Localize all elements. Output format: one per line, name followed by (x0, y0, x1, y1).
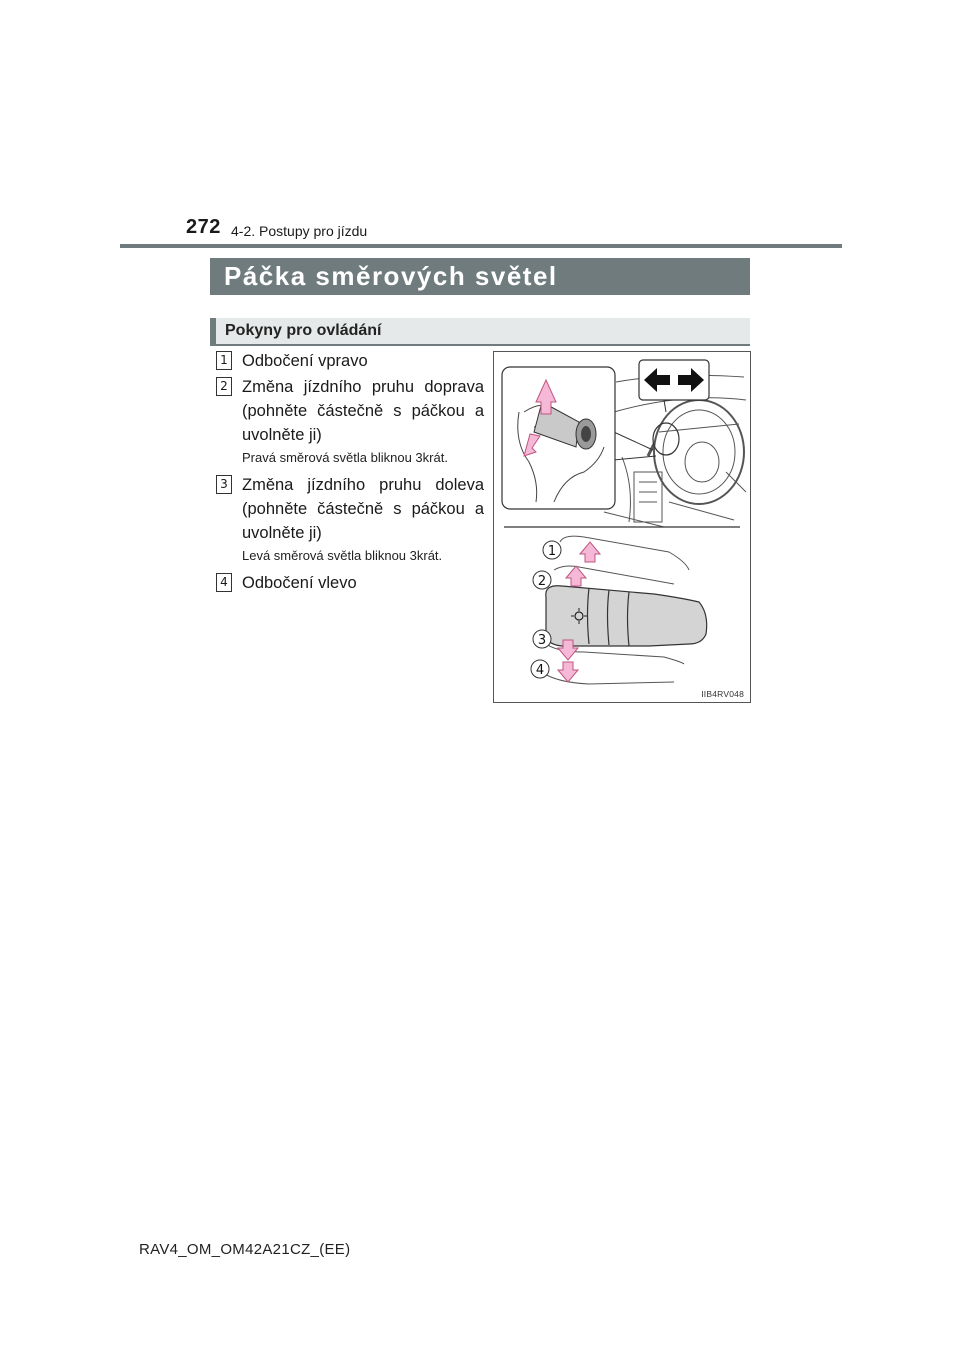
callout-4: 4 (535, 663, 545, 678)
item-number: 4 (216, 573, 232, 592)
arrow-2-icon (566, 566, 586, 586)
item-text: Odbočení vlevo (242, 574, 357, 592)
arrow-4-icon (558, 662, 578, 682)
section-title: Páčka směrových světel (224, 261, 558, 291)
subheading-stripe (210, 318, 216, 346)
turn-signal-illustration (493, 351, 751, 703)
item-text: Odbočení vpravo (242, 352, 368, 370)
combination-switch (546, 586, 707, 646)
footer-code: RAV4_OM_OM42A21CZ_(EE) (139, 1241, 351, 1258)
figure-code: IIB4RV048 (701, 689, 744, 699)
page-number: 272 (186, 216, 221, 238)
item-note: Pravá směrová světla bliknou 3krát. (242, 450, 448, 465)
item-text: Změna jízdního pruhu doprava (pohněte částečně s páčkou a uvolněte ji) (242, 378, 484, 444)
callout-1: 1 (547, 544, 557, 559)
header-rule (120, 244, 842, 248)
subheading-bar (210, 318, 750, 346)
item-number: 3 (216, 475, 232, 494)
callout-3: 3 (537, 633, 547, 648)
arrow-1-icon (580, 542, 600, 562)
subheading: Pokyny pro ovládání (225, 322, 382, 339)
illustration-drawing (494, 352, 750, 702)
item-number: 1 (216, 351, 232, 370)
section-reference: 4-2. Postupy pro jízdu (231, 223, 368, 239)
lever-zoom-ring (653, 423, 679, 455)
item-text: Změna jízdního pruhu doleva (pohněte částečně s páčkou a uvolněte ji) (242, 476, 484, 542)
section-title-bar (210, 258, 750, 295)
indicator-callout (639, 360, 709, 412)
item-note: Levá směrová světla bliknou 3krát. (242, 548, 443, 563)
item-number: 2 (216, 377, 232, 396)
callout-2: 2 (537, 574, 547, 589)
